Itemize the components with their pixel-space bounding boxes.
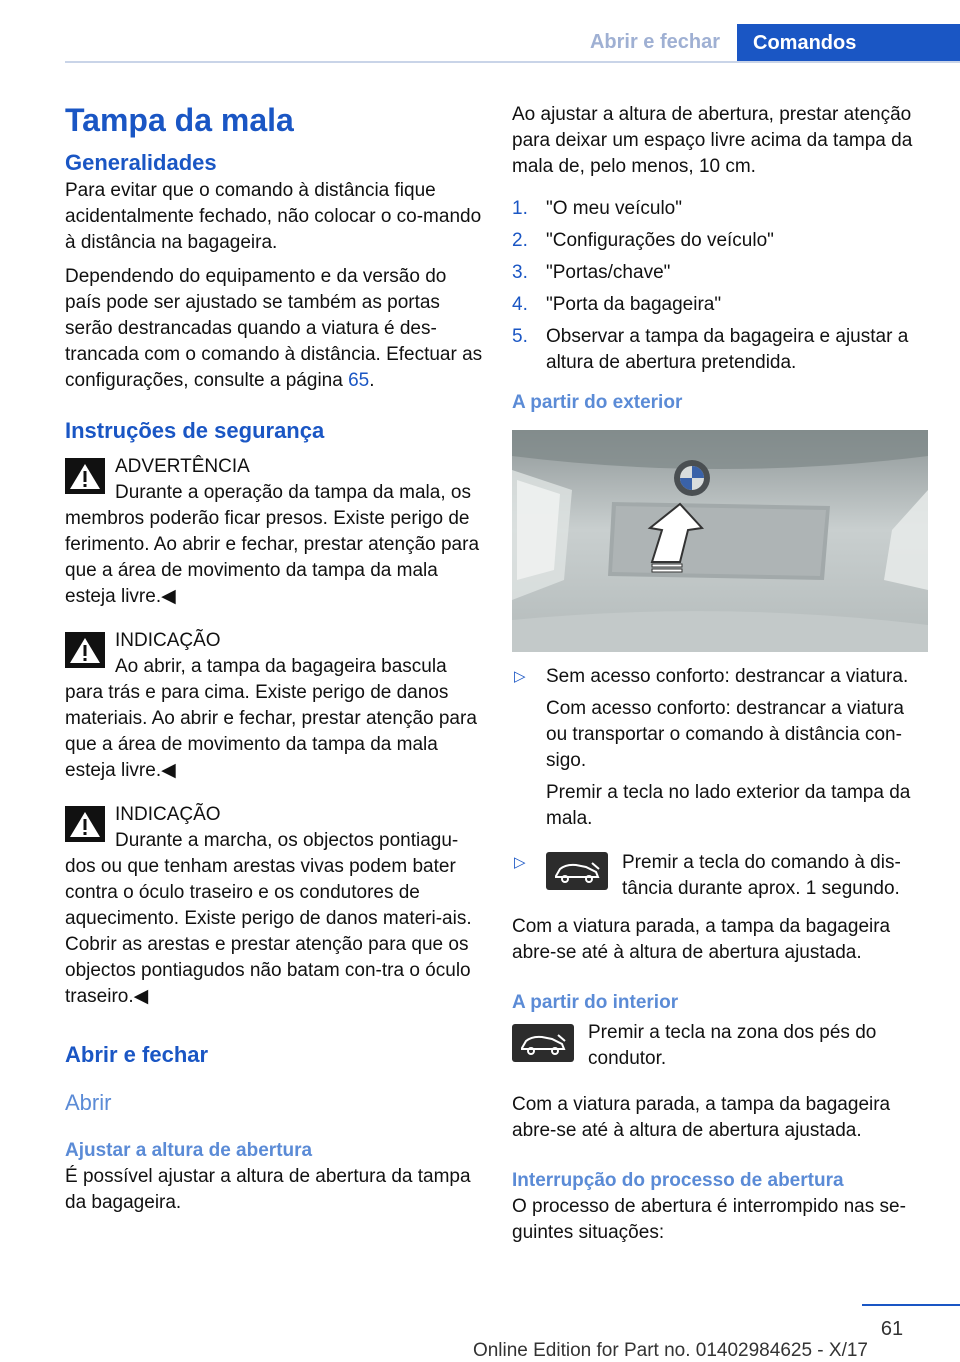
heading-abrir-fechar: Abrir e fechar	[65, 1042, 209, 1067]
steps-list	[512, 196, 930, 376]
interior-row	[512, 1020, 930, 1072]
triangle-bullet-icon: ▷	[514, 854, 526, 871]
heading-exterior: A partir do exterior	[512, 392, 683, 413]
warning-text: Ao abrir, a tampa da bagageira bascula para trás e para cima. Existe perigo de danos materiais. Ao abrir e fechar, prestar atenção para que a área de movimento da tampa da mala esteja livre.◀	[65, 656, 477, 781]
left-column	[65, 98, 483, 1216]
trunk-button-icon	[512, 1024, 574, 1062]
page-title: Tampa da mala	[65, 102, 294, 138]
intro-paragraph: Ao ajustar a altura de abertura, prestar atenção para deixar um espaço livre acima da tampa da mala de, pelo menos, 10 cm.	[512, 104, 913, 177]
footer-rule	[862, 1304, 960, 1306]
list-item: 1. "O meu veículo"	[512, 198, 682, 219]
warning-label: ADVERTÊNCIA	[115, 456, 250, 477]
exterior-bullet-2	[512, 850, 930, 902]
warning-block-3	[65, 802, 483, 1010]
trunk-lid-photo	[512, 430, 928, 652]
heading-interrupcao: Interrupção do processo de abertura	[512, 1170, 844, 1191]
warning-triangle-icon	[65, 458, 105, 494]
list-item: 2. "Configurações do veículo"	[512, 230, 774, 251]
generalidades-paragraph-2: Dependendo do equipamento e da versão do país pode ser ajustado se também as portas serão destrancadas quando a viatura é des-trancada com o comando à distância. Efectuar as configurações, consulte a página 65.	[65, 266, 483, 391]
interior-text: Premir a tecla na zona dos pés do condutor.	[588, 1022, 877, 1069]
page-number: 61	[880, 1318, 904, 1340]
interior-after-text: Com a viatura parada, a tampa da bagageira abre-se até à altura de abertura ajustada.	[512, 1094, 891, 1141]
warning-label: INDICAÇÃO	[115, 804, 221, 825]
heading-seguranca: Instruções de segurança	[65, 418, 325, 443]
list-item: 4. "Porta da bagageira"	[512, 294, 722, 315]
heading-interior: A partir do interior	[512, 992, 679, 1013]
exterior-remote-text: Premir a tecla do comando à dis-tância durante aprox. 1 segundo.	[622, 852, 901, 899]
heading-abrir: Abrir	[65, 1090, 112, 1115]
right-column	[512, 102, 930, 1246]
exterior-bullet-1	[512, 664, 930, 832]
header-section-tab[interactable]: Abrir e fechar	[589, 31, 721, 53]
heading-ajustar: Ajustar a altura de abertura	[65, 1140, 313, 1161]
exterior-after-text: Com a viatura parada, a tampa da bagageira abre-se até à altura de abertura ajustada.	[512, 916, 891, 963]
generalidades-paragraph-1: Para evitar que o comando à distância fique acidentalmente fechado, não colocar o co-mando à distância na bagageira.	[65, 180, 482, 253]
exterior-line-1: Sem acesso conforto: destrancar a viatura.	[546, 666, 909, 687]
warning-triangle-icon	[65, 806, 105, 842]
footer-edition: Online Edition for Part no. 01402984625 - X/17	[472, 1340, 868, 1361]
exterior-line-3: Premir a tecla no lado exterior da tampa da mala.	[546, 782, 911, 829]
list-item: 5. Observar a tampa da bagageira e ajustar a altura de abertura pretendida.	[512, 326, 909, 373]
header-rule	[65, 61, 960, 63]
exterior-line-2: Com acesso conforto: destrancar a viatura ou transportar o comando à distância con-sigo.	[546, 698, 905, 771]
header-chapter-tab[interactable]: Comandos	[737, 24, 960, 62]
list-item: 3. "Portas/chave"	[512, 262, 671, 283]
interrupcao-text: O processo de abertura é interrompido nas se-guintes situações:	[512, 1196, 906, 1243]
warning-text: Durante a operação da tampa da mala, os membros poderão ficar presos. Existe perigo de ferimento. Ao abrir e fechar, prestar atenção para que a área de movimento da tampa da mala esteja livre.◀	[65, 482, 480, 607]
ajustar-text: É possível ajustar a altura de abertura da tampa da bagageira.	[65, 1166, 471, 1213]
warning-text: Durante a marcha, os objectos pontiagu-dos ou que tenham arestas vivas podem bater contra o óculo traseiro e os condutores de aquecimento. Existe perigo de danos materi-ais. Cobrir as arestas e prestar atenção para que os objectos pontiagudos não batam con-tra o óculo traseiro.◀	[65, 830, 472, 1007]
warning-block-2	[65, 628, 483, 784]
triangle-bullet-icon: ▷	[514, 668, 526, 685]
warning-triangle-icon	[65, 632, 105, 668]
page-link[interactable]: 65	[348, 370, 370, 391]
warning-block-1	[65, 454, 483, 610]
trunk-button-icon	[546, 852, 608, 890]
warning-label: INDICAÇÃO	[115, 630, 221, 651]
heading-generalidades: Generalidades	[65, 150, 217, 175]
